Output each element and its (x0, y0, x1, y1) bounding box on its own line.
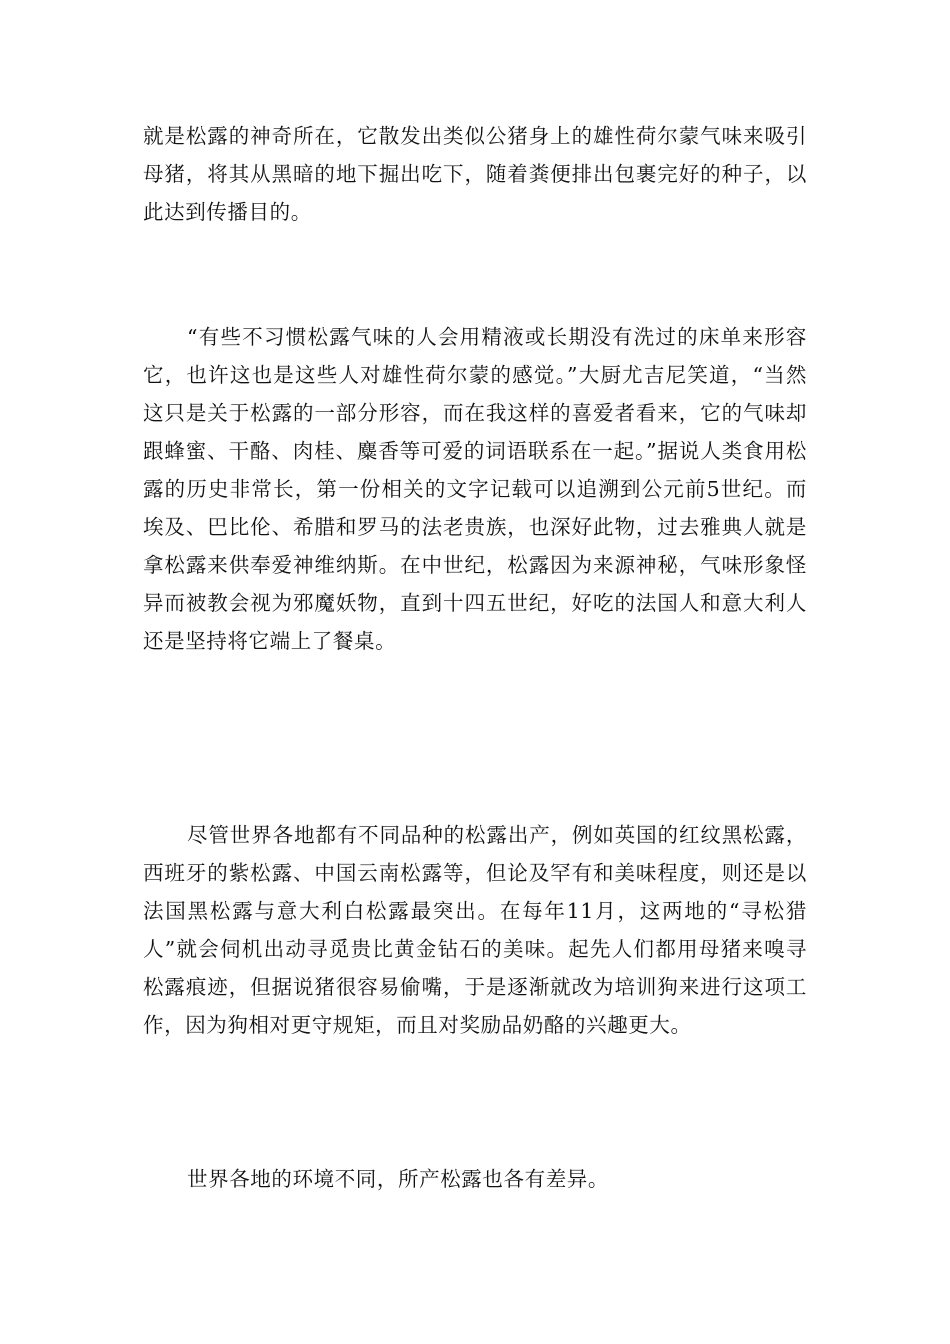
paragraph-truffle-history: “有些不习惯松露气味的人会用精液或长期没有洗过的床单来形容它，也许这也是这些人对雄性荷尔蒙的感觉。”大厨尤吉尼笑道，“当然这只是关于松露的一部分形容，而在我这样的喜爱者看来，它的气味却跟蜂蜜、干酪、肉桂、麋香等可爱的词语联系在一起。”据说人类食用松露的历史非常长，第一份相关的文字记载可以追溯到公元前5世纪。而埃及、巴比伦、希腊和罗马的法老贵族，也深好此物，过去雅典人就是拿松露来供奉爱神维纳斯。在中世纪，松露因为来源神秘，气味形象怪异而被教会视为邪魔妖物，直到十四五世纪，好吃的法国人和意大利人还是坚持将它端上了餐桌。 (143, 325, 807, 653)
paragraph-regional-differences: 世界各地的环境不同，所产松露也各有差异。 (187, 1167, 609, 1191)
paragraph-truffle-varieties-hunting: 尽管世界各地都有不同品种的松露出产，例如英国的红纹黑松露，西班牙的紫松露、中国云南松露等，但论及罕有和美味程度，则还是以法国黑松露与意大利白松露最突出。在每年11月，这两地的“寻松猎人”就会伺机出动寻觅贵比黄金钻石的美味。起先人们都用母猪来嗅寻松露痕迹，但据说猪很容易偷嘴，于是逐渐就改为培训狗来进行这项工作，因为狗相对更守规矩，而且对奖励品奶酪的兴趣更大。 (143, 823, 807, 1037)
paragraph-truffle-scent-mechanism: 就是松露的神奇所在，它散发出类似公猪身上的雄性荷尔蒙气味来吸引母猪，将其从黑暗的地下掘出吃下，随着粪便排出包裹完好的种子，以此达到传播目的。 (143, 124, 807, 224)
